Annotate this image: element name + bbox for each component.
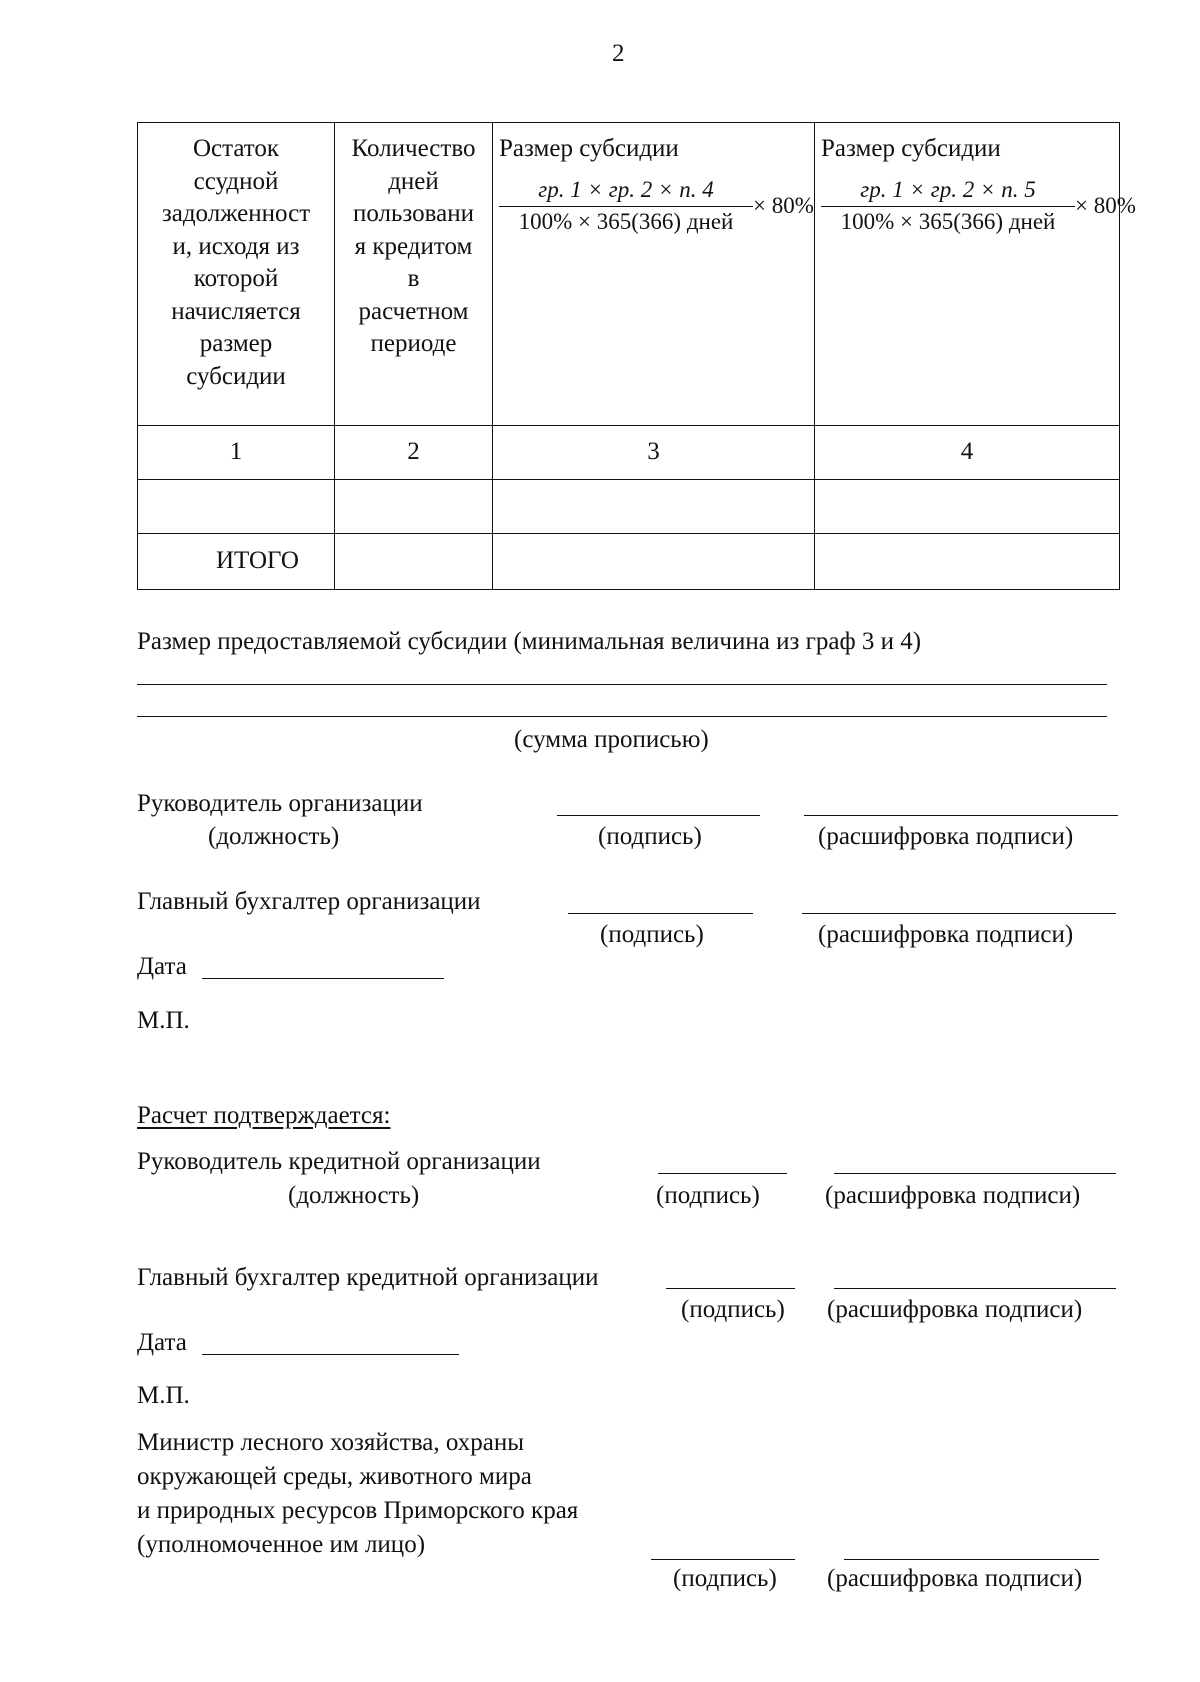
minister-line: (уполномоченное им лицо) (137, 1531, 426, 1558)
header-line: Остаток (192, 135, 280, 162)
header-line: дней (388, 167, 439, 195)
org-accountant-decoding-line[interactable] (802, 913, 1116, 914)
subsidy-formula-p4 (499, 176, 814, 236)
table-cell[interactable] (815, 534, 1120, 590)
header-subsidy-size-3 (493, 123, 815, 426)
org-head-label: Руководитель организации (137, 790, 423, 817)
stamp-place: М.П. (137, 1382, 190, 1409)
header-line: начисляется (171, 297, 301, 325)
bank-head-signature-caption: (подпись) (656, 1182, 760, 1209)
stamp-place: М.П. (137, 1007, 190, 1034)
column-number: 4 (815, 426, 1120, 480)
bank-accountant-signature-line[interactable] (666, 1288, 795, 1289)
date-line[interactable] (202, 1354, 459, 1355)
bank-accountant-decoding-caption: (расшифровка подписи) (827, 1296, 1083, 1323)
date-label: Дата (137, 953, 187, 980)
bank-accountant-decoding-line[interactable] (834, 1288, 1116, 1289)
header-line: задолженност (161, 200, 311, 227)
table-cell[interactable] (138, 480, 335, 534)
sum-in-words-caption: (сумма прописью) (514, 726, 709, 753)
bank-accountant-label: Главный бухгалтер кредитной организации (137, 1264, 599, 1291)
subsidy-amount-label: Размер предоставляемой субсидии (минимальная величина из граф 3 и 4) (137, 628, 922, 655)
header-loan-balance (138, 123, 335, 426)
minister-signature-caption: (подпись) (673, 1565, 777, 1592)
column-number: 1 (138, 426, 335, 480)
table-cell[interactable] (815, 480, 1120, 534)
date-label: Дата (137, 1329, 187, 1356)
minister-line: окружающей среды, животного мира (137, 1463, 532, 1490)
minister-decoding-caption: (расшифровка подписи) (827, 1565, 1083, 1592)
minister-decoding-line[interactable] (844, 1559, 1099, 1560)
header-title: Размер субсидии (499, 135, 679, 162)
formula-fraction (821, 176, 1075, 237)
column-number: 3 (493, 426, 815, 480)
bank-head-signature-line[interactable] (658, 1173, 787, 1174)
org-accountant-label: Главный бухгалтер организации (137, 888, 481, 915)
formula-multiplier: × 80% (1075, 192, 1136, 218)
total-label: ИТОГО (138, 534, 335, 590)
header-line: расчетном (358, 297, 469, 325)
header-title: Размер субсидии (821, 135, 1001, 162)
formula-denominator: 100% × 365(366) дней (518, 208, 734, 234)
subsidy-calculation-table (137, 122, 1136, 590)
org-accountant-decoding-caption: (расшифровка подписи) (818, 921, 1074, 948)
bank-head-decoding-line[interactable] (834, 1173, 1116, 1174)
minister-signature-line[interactable] (651, 1559, 795, 1560)
org-head-signature-line[interactable] (557, 815, 760, 816)
column-number: 2 (335, 426, 493, 480)
total-row (138, 534, 1120, 590)
header-line: периоде (370, 330, 457, 357)
minister-line: и природных ресурсов Приморского края (137, 1497, 579, 1524)
subsidy-formula-p5 (821, 176, 1136, 236)
page-number: 2 (612, 40, 625, 67)
bank-head-label: Руководитель кредитной организации (137, 1148, 541, 1175)
header-line: ссудной (193, 167, 279, 195)
header-line: и, исходя из (172, 232, 300, 260)
header-line: в (407, 265, 420, 292)
table-header-row (138, 123, 1120, 426)
table-cell[interactable] (493, 480, 815, 534)
header-line: Количество (351, 135, 476, 162)
table-row (138, 480, 1120, 534)
minister-line: Министр лесного хозяйства, охраны (137, 1429, 525, 1456)
org-head-decoding-caption: (расшифровка подписи) (818, 823, 1074, 850)
header-line: я кредитом (354, 232, 473, 260)
formula-numerator: гр. 1 × гр. 2 × п. 4 (499, 176, 753, 207)
header-line: пользовани (353, 200, 474, 227)
table-cell[interactable] (493, 534, 815, 590)
header-line: субсидии (186, 362, 286, 390)
org-accountant-signature-caption: (подпись) (600, 921, 704, 948)
formula-denominator: 100% × 365(366) дней (840, 208, 1056, 234)
confirmation-heading: Расчет подтверждается: (137, 1102, 391, 1129)
org-head-signature-caption: (подпись) (598, 823, 702, 850)
formula-fraction (499, 176, 753, 237)
header-days-count (335, 123, 493, 426)
bank-head-position-caption: (должность) (288, 1182, 420, 1209)
subsidy-amount-line-1[interactable] (137, 684, 1107, 685)
org-head-decoding-line[interactable] (804, 815, 1118, 816)
formula-multiplier: × 80% (753, 192, 814, 218)
date-line[interactable] (202, 978, 444, 979)
column-numbers-row (138, 426, 1120, 480)
org-accountant-signature-line[interactable] (568, 913, 753, 914)
bank-accountant-signature-caption: (подпись) (681, 1296, 785, 1323)
bank-head-decoding-caption: (расшифровка подписи) (825, 1182, 1081, 1209)
formula-numerator: гр. 1 × гр. 2 × п. 5 (821, 176, 1075, 207)
table-cell[interactable] (335, 480, 493, 534)
header-line: размер (199, 330, 273, 357)
header-subsidy-size-4 (815, 123, 1136, 426)
header-line: которой (193, 265, 279, 292)
subsidy-amount-line-2[interactable] (137, 716, 1107, 717)
org-head-position-caption: (должность) (208, 823, 340, 850)
table-cell[interactable] (335, 534, 493, 590)
